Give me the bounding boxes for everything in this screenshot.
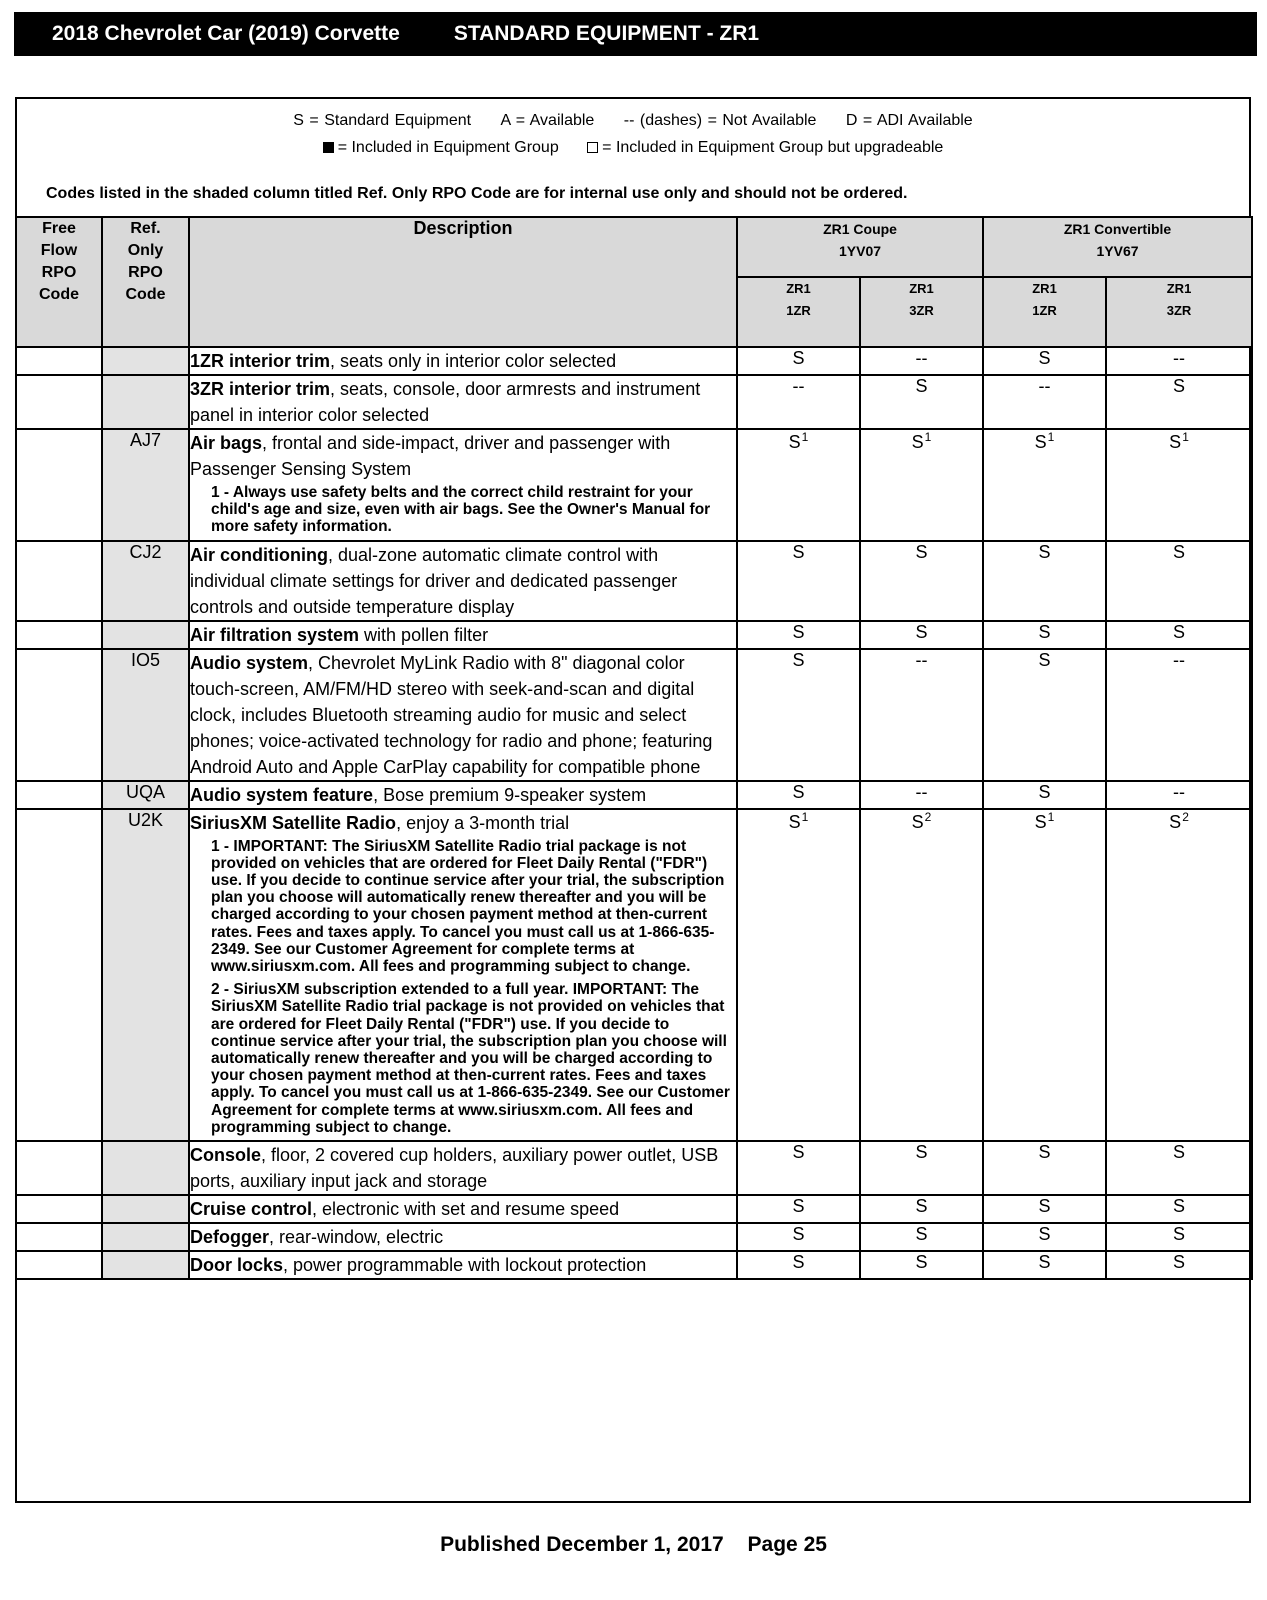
description-text (190, 782, 736, 808)
table-row (16, 429, 1252, 541)
free-flow-rpo-cell (16, 621, 102, 649)
legend-adi: D = ADI Available (845, 112, 973, 129)
description-cell (189, 809, 737, 1141)
table-row (16, 1195, 1252, 1223)
trim-code: 1ZR (1032, 303, 1057, 318)
availability-value: S (1173, 1142, 1186, 1163)
availability-cell (983, 1251, 1106, 1279)
availability-value: S (792, 621, 805, 642)
description-cell (189, 621, 737, 649)
availability-cell (1106, 781, 1252, 809)
availability-value: S (1038, 541, 1051, 562)
description-cell (189, 1195, 737, 1223)
table-row (16, 649, 1252, 781)
availability-cell (1106, 621, 1252, 649)
description-text (190, 1196, 736, 1222)
trim-code: 3ZR (1166, 303, 1192, 318)
feature-detail: , rear-window, electric (269, 1227, 444, 1248)
trim-code: 1ZR (786, 303, 811, 318)
feature-detail: , seats only in interior color selected (330, 351, 617, 371)
footnote-marker: 1 (801, 430, 809, 444)
filled-square-icon (323, 142, 334, 153)
availability-value: S (1173, 376, 1186, 396)
col-trim-convertible-1zr (983, 277, 1106, 347)
description-text (190, 376, 736, 428)
availability-value: S (1038, 649, 1051, 670)
ref-rpo-code (102, 375, 189, 429)
free-flow-word-2: Flow (40, 242, 78, 259)
feature-detail: , electronic with set and resume speed (312, 1199, 620, 1220)
table-row (16, 1141, 1252, 1195)
ref-only-word-3: RPO (128, 264, 163, 281)
availability-cell (1106, 809, 1252, 1141)
availability-cell (737, 1251, 860, 1279)
availability-value: -- (915, 348, 928, 368)
description-cell (189, 541, 737, 621)
availability-cell (737, 375, 860, 429)
availability-cell (737, 809, 860, 1141)
table-row (16, 781, 1252, 809)
free-flow-word-1: Free (42, 220, 76, 237)
free-flow-rpo-cell (16, 649, 102, 781)
availability-cell (860, 809, 983, 1141)
ref-only-word-2: Only (127, 242, 164, 259)
col-trim-convertible-3zr (1106, 277, 1252, 347)
trim-name: ZR1 (1032, 281, 1057, 296)
availability-value: S (915, 1142, 928, 1163)
availability-value: S (911, 432, 924, 452)
feature-name: Air filtration system (190, 624, 360, 645)
feature-name: Cruise control (190, 1199, 313, 1220)
feature-name: Air conditioning (190, 544, 328, 565)
description-cell (189, 1223, 737, 1251)
footnote-marker: 1 (801, 809, 809, 824)
availability-cell (1106, 1195, 1252, 1223)
col-model-zr1-coupe (737, 217, 983, 277)
availability-value: S (1034, 432, 1047, 452)
availability-value: S (915, 1224, 928, 1245)
availability-value: S (1038, 348, 1051, 368)
availability-value: -- (915, 649, 928, 670)
feature-detail: , dual-zone automatic climate control with individual climate settings for driver and dedicated passenger controls and outside temperature display (190, 544, 678, 617)
availability-cell (737, 541, 860, 621)
availability-cell (737, 1223, 860, 1251)
description-text (190, 542, 736, 620)
availability-value: S (792, 781, 805, 802)
ref-rpo-code: IO5 (102, 649, 189, 781)
feature-name: 1ZR interior trim (190, 351, 331, 371)
table-row (16, 621, 1252, 649)
free-flow-word-4: Code (39, 286, 79, 303)
availability-cell (860, 375, 983, 429)
availability-cell (1106, 1223, 1252, 1251)
availability-cell (860, 541, 983, 621)
description-cell (189, 375, 737, 429)
free-flow-rpo-cell (16, 347, 102, 375)
table-row (16, 809, 1252, 1141)
description-text (190, 1224, 736, 1250)
footnote-marker: 2 (1182, 809, 1189, 824)
availability-value: S (1173, 541, 1186, 562)
col-trim-coupe-3zr (860, 277, 983, 347)
feature-detail: , Bose premium 9-speaker system (373, 784, 647, 805)
ref-rpo-code (102, 1251, 189, 1279)
availability-cell (1106, 649, 1252, 781)
availability-cell (983, 1141, 1106, 1195)
page-number: Page 25 (747, 1533, 827, 1556)
equipment-table (15, 216, 1253, 1280)
availability-cell (983, 541, 1106, 621)
legend-included (323, 139, 559, 156)
legend-upgradeable (587, 139, 943, 156)
model-code: 1YV07 (838, 243, 882, 259)
ref-rpo-code: UQA (102, 781, 189, 809)
footnote: 2 - SiriusXM subscription extended to a full year. IMPORTANT: The SiriusXM Satellite Radio trial package is not provided on vehicles that are ordered for Fleet Daily Rental ("FDR") use. If you decide to continue service after your trial, the subscription plan you choose will automatically renew thereafter and you will be charged according to your chosen payment method at then-current rates. Fees and taxes apply. To cancel you must call us at 1-866-635-2349. See our Customer Agreement for complete terms at www.siriusxm.com. All fees and programming subject to change. (211, 981, 730, 1136)
availability-value: S (792, 1142, 805, 1163)
legend-not-available: -- (dashes) = Not Available (623, 112, 817, 129)
description-text (190, 348, 736, 374)
availability-cell (983, 429, 1106, 541)
availability-cell (983, 649, 1106, 781)
availability-value: S (1038, 621, 1051, 642)
availability-cell (737, 1141, 860, 1195)
feature-name: Console (190, 1145, 262, 1166)
description-cell (189, 429, 737, 541)
ref-rpo-code (102, 621, 189, 649)
description-text (190, 810, 736, 836)
availability-cell (860, 649, 983, 781)
col-description: Description (189, 217, 737, 347)
availability-value: S (792, 541, 805, 562)
ref-rpo-code (102, 347, 189, 375)
availability-value: S (792, 348, 805, 368)
availability-value: -- (915, 781, 928, 802)
table-row (16, 375, 1252, 429)
table-row (16, 1251, 1252, 1279)
description-text (190, 1252, 736, 1278)
availability-cell (737, 781, 860, 809)
table-row (16, 1223, 1252, 1251)
availability-value: S (792, 1252, 805, 1273)
col-model-zr1-convertible (983, 217, 1252, 277)
description-cell (189, 781, 737, 809)
ref-rpo-code: U2K (102, 809, 189, 1141)
availability-value: -- (1038, 376, 1051, 396)
feature-name: 3ZR interior trim (190, 379, 331, 399)
description-cell (189, 649, 737, 781)
availability-cell (983, 1223, 1106, 1251)
model-name: ZR1 Convertible (1063, 221, 1172, 237)
ref-rpo-code (102, 1141, 189, 1195)
availability-cell (860, 1195, 983, 1223)
availability-cell (860, 781, 983, 809)
feature-detail: , Chevrolet MyLink Radio with 8" diagonal color touch-screen, AM/FM/HD stereo with seek-and-scan and digital clock, includes Bluetooth streaming audio for music and select phones; voice-activated technology for radio and phone; featuring Android Auto and Apple CarPlay capability for compatible phone (190, 652, 713, 777)
availability-value: S (1173, 1196, 1186, 1217)
availability-value: S (788, 811, 801, 832)
availability-value: S (1038, 1142, 1051, 1163)
col-ref-only-rpo-code (102, 217, 189, 347)
feature-name: Defogger (190, 1227, 270, 1248)
availability-cell (1106, 541, 1252, 621)
availability-cell (860, 1223, 983, 1251)
availability-cell (983, 621, 1106, 649)
col-free-flow-rpo-code (16, 217, 102, 347)
feature-detail: , enjoy a 3-month trial (396, 812, 570, 833)
availability-cell (737, 649, 860, 781)
feature-name: SiriusXM Satellite Radio (190, 812, 397, 833)
availability-value: S (792, 649, 805, 670)
feature-name: Audio system (190, 652, 309, 673)
free-flow-rpo-cell (16, 809, 102, 1141)
legend-standard: S = Standard Equipment (293, 112, 472, 129)
availability-value: S (1034, 811, 1047, 832)
feature-detail: , power programmable with lockout protection (283, 1255, 647, 1276)
footnote-marker: 1 (1182, 430, 1189, 444)
availability-value: S (1173, 621, 1186, 642)
availability-value: S (915, 1196, 928, 1217)
trim-name: ZR1 (1166, 281, 1192, 296)
ref-rpo-code: AJ7 (102, 429, 189, 541)
availability-cell (1106, 1251, 1252, 1279)
availability-cell (983, 375, 1106, 429)
description-text (190, 1142, 736, 1194)
availability-value: -- (1173, 348, 1186, 368)
model-code: 1YV67 (1096, 243, 1139, 259)
availability-cell (860, 1251, 983, 1279)
trim-name: ZR1 (909, 281, 934, 296)
availability-cell (1106, 1141, 1252, 1195)
feature-detail: , frontal and side-impact, driver and passenger with Passenger Sensing System (190, 433, 671, 479)
availability-cell (983, 781, 1106, 809)
footnote-marker: 1 (924, 430, 932, 444)
availability-cell (860, 1141, 983, 1195)
feature-name: Air bags (190, 433, 263, 453)
availability-cell (983, 809, 1106, 1141)
description-text (190, 430, 736, 482)
availability-value: S (1038, 1224, 1051, 1245)
trim-code: 3ZR (909, 303, 934, 318)
footnote-marker: 1 (1047, 809, 1055, 824)
free-flow-rpo-cell (16, 1141, 102, 1195)
header-row-models (16, 217, 1252, 277)
availability-cell (1106, 375, 1252, 429)
equipment-rows (16, 347, 1252, 1279)
free-flow-rpo-cell (16, 781, 102, 809)
free-flow-rpo-cell (16, 1223, 102, 1251)
availability-value: -- (1173, 649, 1186, 670)
availability-value: S (1173, 1224, 1186, 1245)
availability-cell (860, 621, 983, 649)
availability-cell (1106, 347, 1252, 375)
free-flow-rpo-cell (16, 429, 102, 541)
ref-rpo-code (102, 1195, 189, 1223)
availability-value: S (915, 541, 928, 562)
description-cell (189, 347, 737, 375)
availability-value: S (1038, 1196, 1051, 1217)
model-name: ZR1 Coupe (823, 221, 897, 237)
free-flow-rpo-cell (16, 541, 102, 621)
feature-detail: , floor, 2 covered cup holders, auxiliary power outlet, USB ports, auxiliary input jack and storage (190, 1145, 719, 1192)
availability-value: S (911, 811, 924, 832)
feature-detail: with pollen filter (359, 624, 489, 645)
description-cell (189, 1141, 737, 1195)
document-title: 2018 Chevrolet Car (2019) Corvette (52, 22, 400, 45)
availability-value: S (792, 1224, 805, 1245)
legend-upgradeable-label: = Included in Equipment Group but upgradeable (602, 139, 944, 156)
availability-value: S (788, 432, 801, 452)
ref-rpo-code: CJ2 (102, 541, 189, 621)
ref-only-word-1: Ref. (130, 220, 161, 237)
availability-cell (737, 347, 860, 375)
free-flow-word-3: RPO (41, 264, 77, 281)
ref-only-word-4: Code (125, 286, 166, 303)
availability-value: S (915, 1252, 928, 1273)
free-flow-rpo-cell (16, 1251, 102, 1279)
feature-name: Door locks (190, 1255, 284, 1276)
page-footer (0, 1533, 1267, 1557)
header-bar (14, 12, 1257, 56)
legend-included-label: = Included in Equipment Group (337, 139, 559, 156)
feature-detail: , seats, console, door armrests and instrument panel in interior color selected (190, 379, 701, 425)
availability-value: S (1038, 1252, 1051, 1273)
col-trim-coupe-1zr (737, 277, 860, 347)
availability-value: S (1038, 781, 1051, 802)
availability-value: -- (792, 376, 805, 396)
published-date: Published December 1, 2017 (440, 1533, 724, 1556)
availability-value: -- (1173, 781, 1186, 802)
free-flow-rpo-cell (16, 1195, 102, 1223)
ref-rpo-code (102, 1223, 189, 1251)
availability-value: S (1169, 811, 1182, 832)
footnote: 1 - Always use safety belts and the correct child restraint for your child's age and size, even with air bags. See the Owner's Manual for more safety information. (211, 484, 711, 536)
description-text (190, 650, 736, 780)
availability-cell (737, 1195, 860, 1223)
description-cell (189, 1251, 737, 1279)
availability-cell (860, 429, 983, 541)
trim-name: ZR1 (786, 281, 811, 296)
availability-cell (983, 1195, 1106, 1223)
availability-value: S (1173, 1252, 1186, 1273)
availability-cell (737, 621, 860, 649)
free-flow-rpo-cell (16, 375, 102, 429)
availability-value: S (792, 1196, 805, 1217)
legend (17, 99, 1249, 218)
availability-cell (860, 347, 983, 375)
availability-value: S (915, 376, 928, 396)
legend-available: A = Available (500, 112, 595, 129)
availability-cell (983, 347, 1106, 375)
section-title: STANDARD EQUIPMENT - ZR1 (453, 22, 760, 45)
feature-name: Audio system feature (190, 784, 374, 805)
table-row (16, 347, 1252, 375)
footnote-marker: 2 (924, 809, 932, 824)
footnote: 1 - IMPORTANT: The SiriusXM Satellite Radio trial package is not provided on vehicles that are ordered for Fleet Daily Rental ("FDR") use. If you decide to continue service after your trial, the subscription plan you choose will automatically renew thereafter and you will be charged according to your chosen payment method at then-current rates. Fees and taxes apply. To cancel you must call us at 1-866-635-2349. See our Customer Agreement for complete terms at www.siriusxm.com. All fees and programming subject to change. (211, 837, 725, 976)
footnote-marker: 1 (1047, 430, 1055, 444)
internal-use-note: Codes listed in the shaded column titled Ref. Only RPO Code are for internal use only and should not be ordered. (46, 185, 908, 202)
empty-square-icon (587, 142, 598, 153)
description-text (190, 622, 736, 648)
availability-value: S (1169, 432, 1182, 452)
availability-cell (1106, 429, 1252, 541)
table-row (16, 541, 1252, 621)
availability-cell (737, 429, 860, 541)
availability-value: S (915, 621, 928, 642)
